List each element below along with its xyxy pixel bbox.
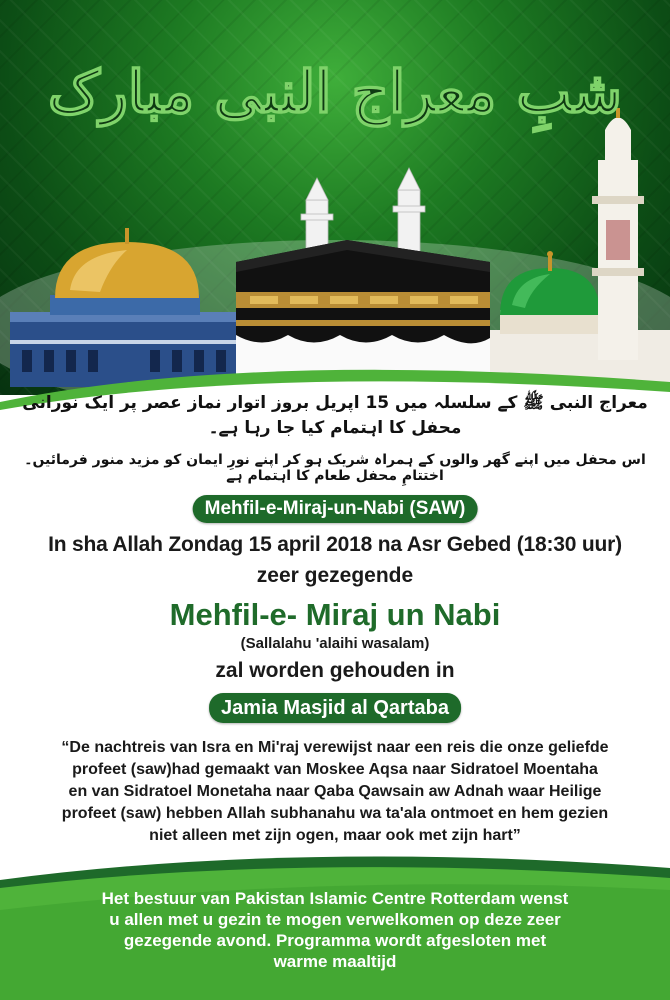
header-banner: [0, 0, 670, 395]
footer-line: warme maaltijd: [273, 952, 397, 971]
quote-line: “De nachtreis van Isra en Mi'raj verewijst naar een reis die onze geliefde: [61, 739, 609, 756]
urdu-announcement-line-2: اس محفل میں اپنے گھر والوں کے ہمراہ شریک ہو کر اپنے نورِ ایمان کو مزید منور فرمائیں۔ اختتامِ محفل طعام کا اہتمام ہے: [24, 452, 646, 484]
urdu-announcement-line-1: معراج النبی ﷺ کے سلسلہ میں 15 اپریل بروز اتوار نماز عصر پر ایک نورانی محفل کا اہتمام کیا جا رہا ہے۔: [22, 393, 648, 438]
mehfil-heading: Mehfil-e- Miraj un Nabi: [169, 597, 501, 632]
footer-line: u allen met u gezin te mogen verwelkomen op deze zeer: [109, 910, 561, 929]
footer-line: gezegende avond. Programma wordt afgesloten met: [123, 931, 547, 950]
quote-block: [28, 737, 642, 847]
event-title-badge: Mehfil-e-Miraj-un-Nabi (SAW): [193, 495, 478, 523]
held-in-line: zal worden gehouden in: [215, 659, 455, 682]
calligraphy-title: [0, 0, 670, 200]
venue-badge: Jamia Masjid al Qartaba: [209, 693, 461, 723]
quote-line: profeet (saw)had gemaakt van Moskee Aqsa naar Sidratoel Moentaha: [72, 761, 598, 778]
quote-line: en van Sidratoel Monetaha naar Qaba Qawsain aw Adnah waar Heilige: [68, 783, 602, 800]
quote-line: profeet (saw) hebben Allah subhanahu wa ta'ala ontmoet en hem gezien: [61, 805, 609, 822]
event-date-line: In sha Allah Zondag 15 april 2018 na Asr Gebed (18:30 uur): [48, 533, 622, 556]
calligraphy-text: شبِ معراج النبی مبارک: [47, 58, 623, 126]
footer-message: [30, 888, 640, 972]
quote-line: niet alleen met zijn ogen, maar ook met zijn hart”: [149, 827, 521, 844]
sallallahu-line: (Sallalahu 'alaihi wasalam): [240, 635, 430, 652]
footer-line: Het bestuur van Pakistan Islamic Centre Rotterdam wenst: [101, 889, 569, 908]
blessed-line: zeer gezegende: [256, 564, 414, 587]
